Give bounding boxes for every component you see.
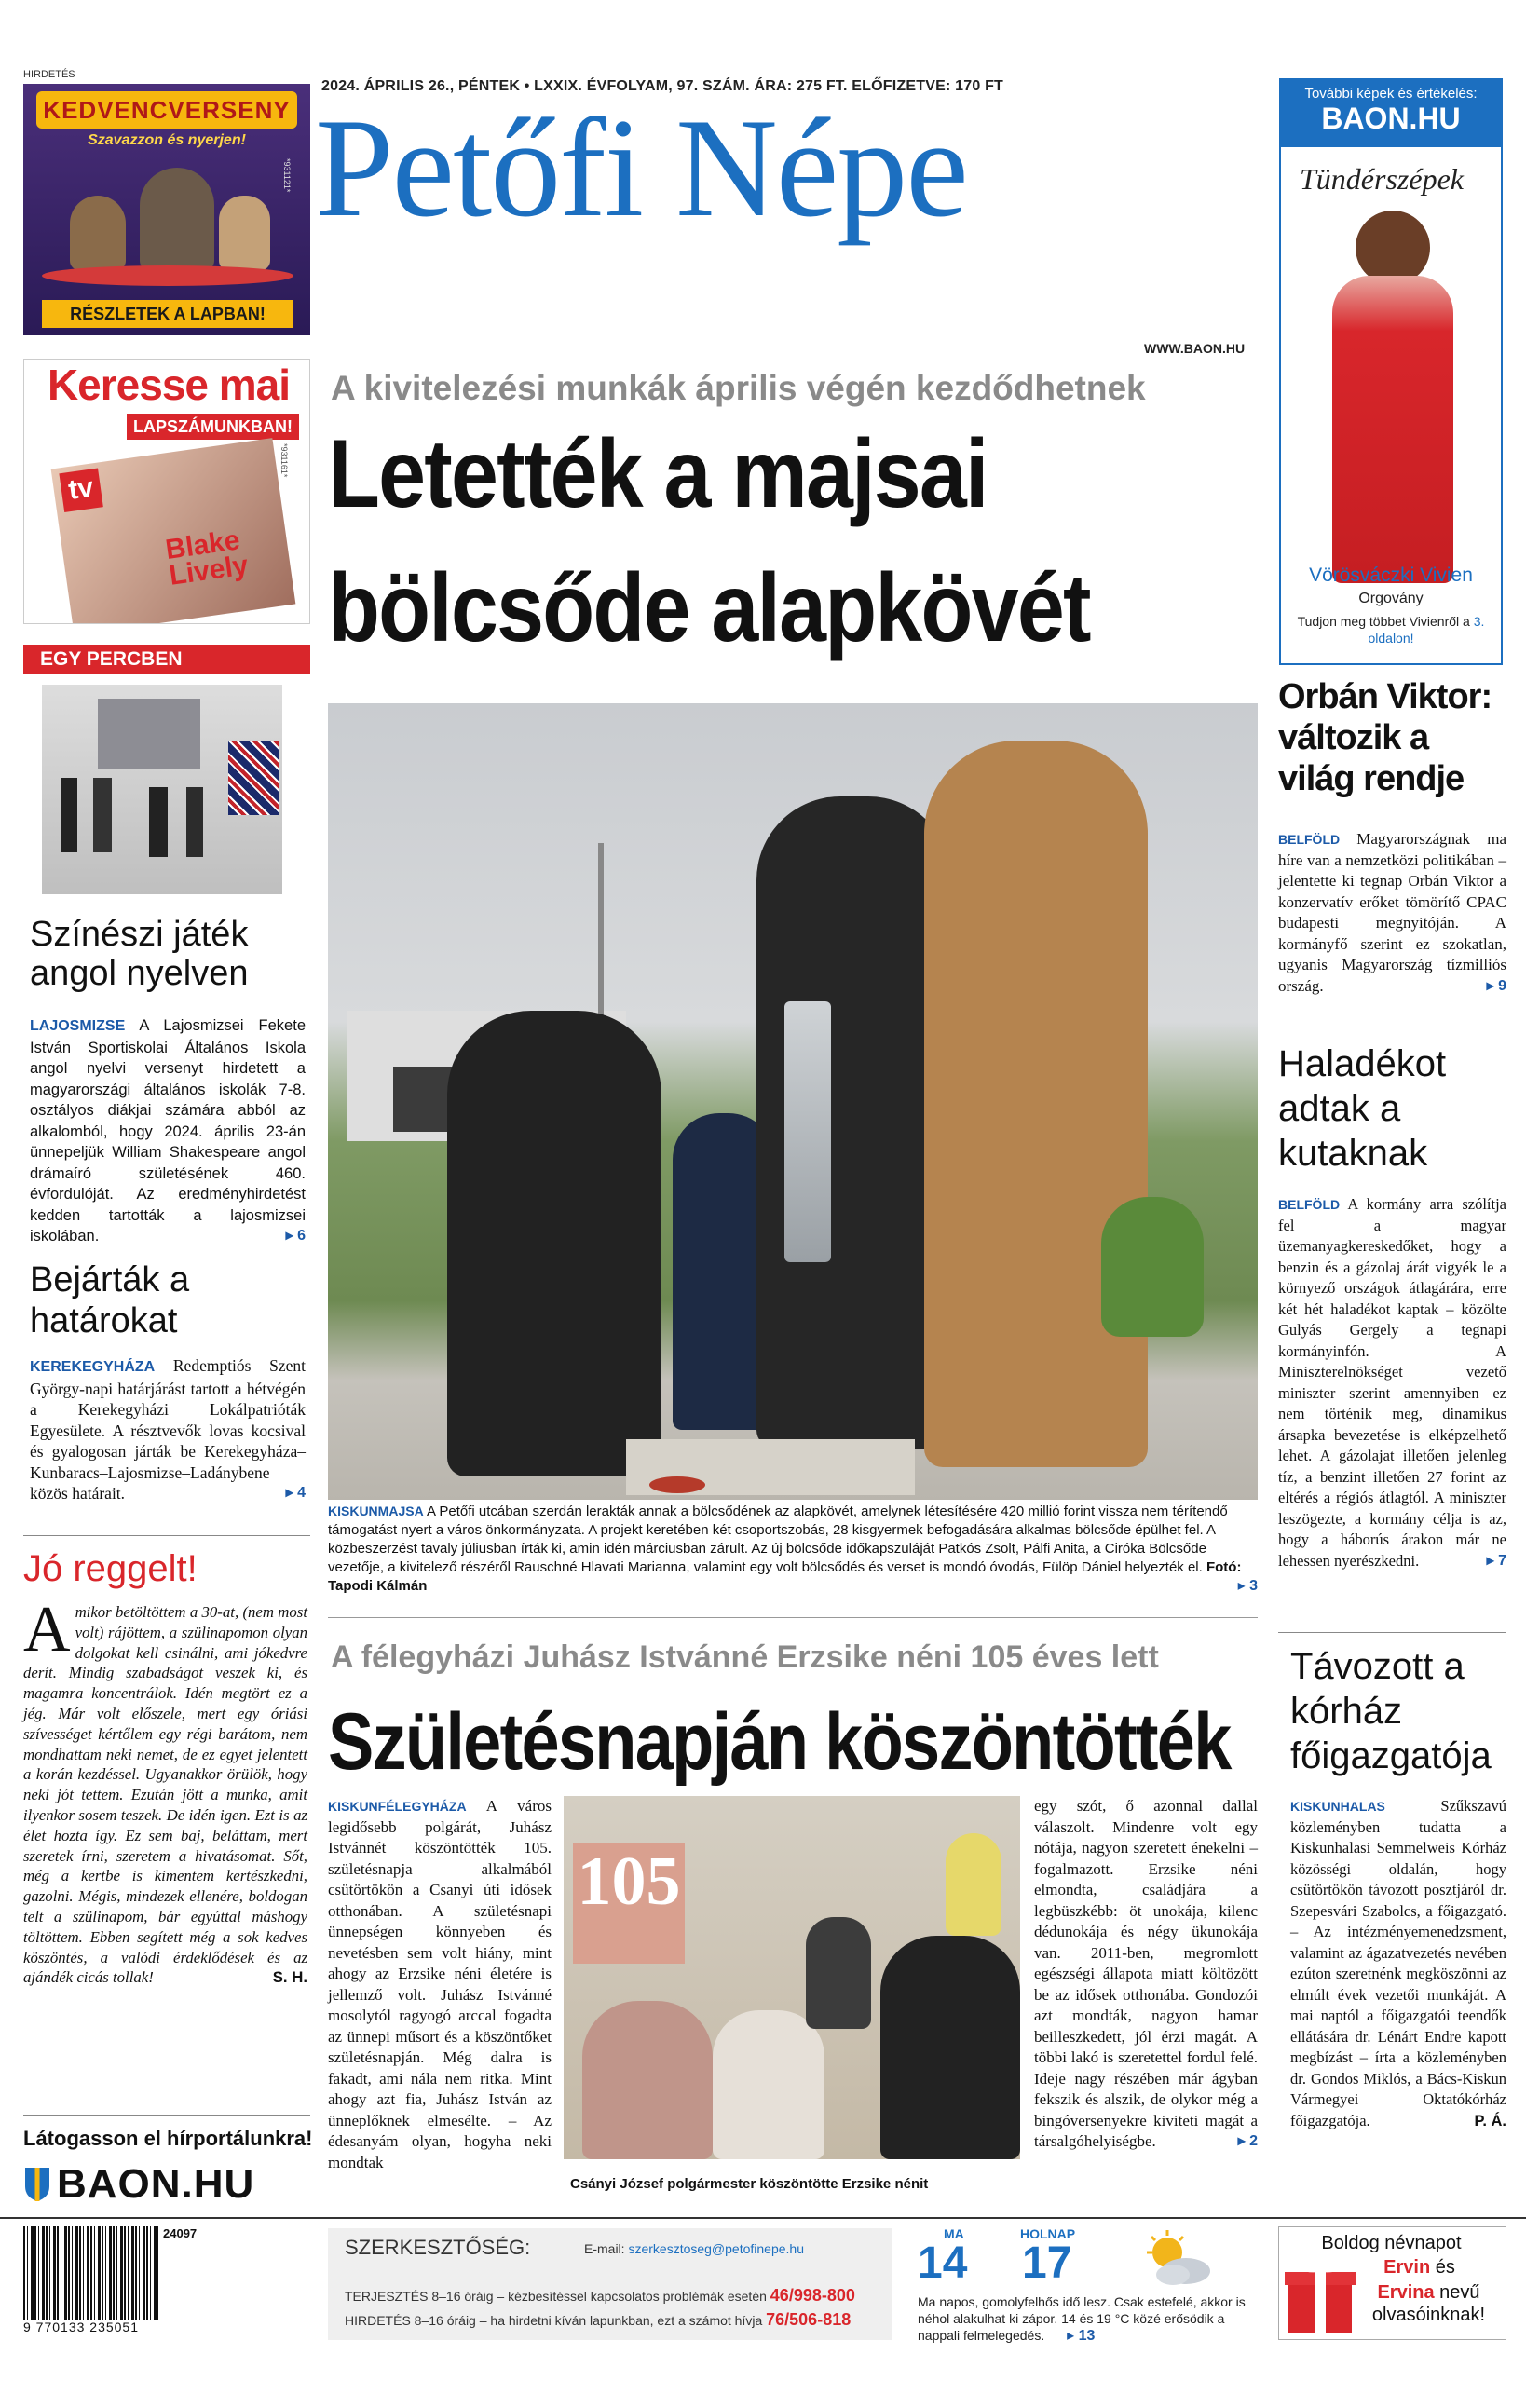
barcode-bars xyxy=(23,2226,158,2320)
promo-cta-button[interactable]: RÉSZLETEK A LAPBAN! xyxy=(42,300,293,328)
percben-place-1: LAJOSMIZSE xyxy=(30,1018,126,1034)
main-headline-2[interactable]: bölcsőde alapkövét xyxy=(328,554,1090,662)
ads-text: HIRDETÉS 8–16 óráig – ha hirdetni kíván lapunkban, ezt a számot hívja xyxy=(345,2313,763,2328)
dog-figure xyxy=(140,168,214,270)
main-headline-1[interactable]: Letették a majsai xyxy=(328,420,988,528)
nameday-greeting: Boldog névnapot xyxy=(1321,2233,1462,2253)
right-page-ref-2[interactable]: ▸ 7 xyxy=(1486,1552,1506,1569)
nameday-names-line xyxy=(1335,2257,1504,2279)
footer-top-rule xyxy=(0,2217,1526,2219)
caption-text: A Petőfi utcában szerdán lerakták annak a bölcsődének az alapkövét, amelynek létesítésére 420 millió forint vissza nem térítendő támogatást nyert a város önkormányzata. A projekt keretében két csoportszobás, 28 kisgyermek befogadására alkalmas bölcsőde épülhet fel. A közbeszerzést tavaly júliusban írták ki, amin idén márciusban zárult. Az új bölcsőde időkapszuláját Patkós Zsolt, Pálfi Anita, a Cirókа Bölcsőde vezetője, a kivitelező részéről Rauschné Hlavati Marianna, valamint egy volt bölcsődés és verset is mondó óvodás, Fülöp Dániel helyezték el. xyxy=(328,1503,1228,1575)
date-line: 2024. ÁPRILIS 26., PÉNTEK • LXXIX. ÉVFOLYAM, 97. SZÁM. ÁRA: 275 FT. ELŐFIZETVE: 170 FT xyxy=(321,78,1004,94)
right-headline-3[interactable]: Távozott a kórház főigazgatója xyxy=(1290,1646,1492,1776)
percben-text-1: A Lajosmizsei Fekete István Sportiskolai Általános Iskola angol nyelvi versenyt hirdetett a magyarországi általános iskolák 7-8. osztályos diákjai számára abból az alkalomból, hogy 2024. április 23-án ünnepeljük William Shakespeare angol drámaíró születésének 460. évfordulóját. Az eredményhirdetést kedden tartották a lajosmizsei iskolában. xyxy=(30,1017,306,1245)
distribution-text: TERJESZTÉS 8–16 óráig – kézbesítéssel kapcsolatos problémák esetén xyxy=(345,2289,767,2304)
right-story-3 xyxy=(1290,1796,1506,2131)
weather-today-label: MA xyxy=(944,2226,964,2241)
right-divider-2 xyxy=(1278,1632,1506,1633)
email-label: E-mail: xyxy=(584,2241,625,2256)
second-text-left xyxy=(328,1796,552,2173)
percben-photo xyxy=(42,685,282,894)
percben-headline-1[interactable]: Színészi játék angol nyelven xyxy=(30,915,249,993)
nameday-name-1: Ervin xyxy=(1383,2257,1431,2278)
barcode-digits: 9 770133 235051 xyxy=(23,2320,139,2334)
email-line xyxy=(584,2241,804,2256)
percben-place-2: KEREKEGYHÁZA xyxy=(30,1359,156,1375)
right-text-3: Szűkszavú közleményben tudatta a Kiskunhalasi Semmelweis Kórház közösségi oldalán, hogy csütörtökön távozott posztjáról dr. Szepesvári Szabolcs, a főigazgató. – Az intézményemenedzsment, valamint az ágazatvezetés nevében ezúton szeretnénk megköszönni az elmúlt évek vezetői munkáját. A mai naptól a főigazgatói teendők ellátására dr. Lénárt Endre kapott megbízást – írta a közleményben dr. Gondos Miklós, a Bács-Kiskun Vármegyei Oktatókórház főigazgatója. xyxy=(1290,1797,1506,2129)
second-kicker: A félegyházi Juhász Istvánné Erzsike néni 105 éves lett xyxy=(331,1639,1159,1675)
jo-reggelt-signature: S. H. xyxy=(272,1968,307,1987)
nameday-name-2: Ervina xyxy=(1377,2282,1435,2303)
main-kicker: A kivitelezési munkák április végén kezdődhetnek xyxy=(331,369,1146,407)
person-woman-right xyxy=(924,741,1148,1467)
nameday-box xyxy=(1278,2226,1506,2340)
mayor xyxy=(880,1936,1020,2159)
nameday-and: és xyxy=(1435,2257,1455,2278)
main-photo xyxy=(328,703,1258,1500)
photo-credit: Fotó: Tapodi Kálmán xyxy=(328,1559,1242,1594)
visit-portal-text: Látogasson el hírportálunkra! xyxy=(23,2127,313,2150)
egy-percben-label: EGY PERCBEN xyxy=(23,645,310,674)
rabbit-figure xyxy=(70,196,126,270)
right-text-1: Magyarországnak ma híre van a nemzetközi politikában – jelentette ki tegnap Orbán Viktor a konzervatív erőket tömörítő CPAC budapesti megnyitóján. A kormányfő szerint ez szokatlan, ugyanis Magyarország tízmilliós ország. xyxy=(1278,830,1506,995)
ads-line xyxy=(345,2310,851,2330)
student-4 xyxy=(186,787,203,857)
percben-ref-num-1: 6 xyxy=(297,1228,306,1244)
person-woman-left xyxy=(447,1011,661,1476)
note-text: Tudjon meg többet Vivienről a xyxy=(1297,614,1470,629)
promo-keresse-mai[interactable] xyxy=(23,359,310,624)
cat-figure xyxy=(219,196,270,270)
time-capsule xyxy=(784,1001,831,1262)
distribution-line xyxy=(345,2286,855,2306)
left-divider-2 xyxy=(23,2115,310,2116)
woman-background xyxy=(946,1833,1001,1936)
right-place-3: KISKUNHALAS xyxy=(1290,1799,1385,1814)
editorial-label: SZERKESZTŐSÉG: xyxy=(345,2236,531,2259)
weather-box xyxy=(918,2226,1262,2343)
tv-logo: tv xyxy=(59,469,102,512)
model-name: Vörösváczki Vivien xyxy=(1309,565,1473,586)
left-divider xyxy=(23,1535,310,1536)
main-page-ref[interactable]: ▸ 3 xyxy=(1237,1578,1258,1594)
percben-page-ref-2[interactable]: ▸ 4 xyxy=(285,1485,306,1501)
ad-label: HIRDETÉS xyxy=(23,69,75,80)
weather-ref-num: 13 xyxy=(1078,2328,1096,2344)
model-figure xyxy=(1332,276,1453,583)
right-place-2: BELFÖLD xyxy=(1278,1197,1341,1212)
promo2-title: Keresse mai xyxy=(47,361,291,409)
promo-right-header xyxy=(1281,80,1501,147)
percben-story-1 xyxy=(30,1015,306,1247)
nameday-suffix: nevű olvasóinknak! xyxy=(1371,2282,1486,2325)
weather-page-ref[interactable]: ▸ 13 xyxy=(1067,2328,1096,2344)
weather-today-temp: 14 xyxy=(918,2238,968,2288)
magazine-headline: Blake Lively xyxy=(163,524,251,592)
weather-forecast: Ma napos, gomolyfelhős idő lesz. Csak estefelé, akkor is néhol alakulhat ki zápor. 14 és 19 °C közé erősödik a nappali felmelegedés. xyxy=(918,2294,1246,2343)
caption-place: KISKUNMAJSA xyxy=(328,1503,424,1518)
main-caption xyxy=(328,1502,1258,1596)
promo-right-header-text: További képek és értékelés: xyxy=(1304,86,1478,102)
baon-shield-icon xyxy=(23,2166,51,2203)
student-2 xyxy=(93,778,112,852)
percben-headline-2[interactable]: Bejárták a határokat xyxy=(30,1260,190,1340)
weather-text xyxy=(918,2293,1258,2345)
weather-tomorrow-temp: 17 xyxy=(1022,2238,1072,2288)
promo-subtitle: Szavazzon és nyerjen! xyxy=(88,132,246,148)
promo2-subtitle: LAPSZÁMUNKBAN! xyxy=(127,414,299,440)
student-1 xyxy=(61,778,77,852)
second-photo xyxy=(564,1796,1020,2159)
partly-cloudy-icon xyxy=(1139,2228,1214,2290)
right-ref-num-1: 9 xyxy=(1498,977,1506,994)
promo-right-note xyxy=(1290,613,1492,646)
barcode-number: 24097 xyxy=(163,2226,198,2240)
jo-reggelt-title: Jó reggelt! xyxy=(23,1548,198,1589)
visit-portal-site: BAON.HU xyxy=(57,2161,255,2207)
percben-page-ref-1[interactable]: ▸ 6 xyxy=(285,1228,306,1244)
woman-left xyxy=(582,2001,713,2159)
right-ref-num-2: 7 xyxy=(1498,1552,1506,1569)
jo-reggelt-text xyxy=(23,1594,307,1988)
promo-right-site: BAON.HU xyxy=(1321,102,1461,135)
percben-story-2 xyxy=(30,1355,306,1504)
promo-tunderszepek[interactable] xyxy=(1279,78,1503,665)
second-photo-caption: Csányi József polgármester köszöntötte Erzsike nénit xyxy=(570,2176,929,2192)
man-background xyxy=(806,1917,871,2029)
promo2-code: *931161* xyxy=(279,443,289,478)
divider xyxy=(328,1617,1258,1618)
barcode xyxy=(23,2226,200,2338)
podium xyxy=(42,265,293,286)
percben-text-2: Redemptiós Szent György-napi határjárást tartott a hétvégén a Kerekegyházi Lokálpatrióták Egyesülete. A résztvevők lovas kocsival és gyalogosan járták be Kerekegyháza–Kunbaracs–Lajosmizse–Ladánybene közös határait. xyxy=(30,1356,306,1503)
plant xyxy=(1101,1197,1204,1337)
promo-right-script-title: Tündérszépek xyxy=(1300,162,1464,196)
cap-disc xyxy=(649,1476,705,1493)
percben-ref-num-2: 4 xyxy=(297,1485,306,1501)
second-body-right: egy szót, ő azonnal dallal válaszolt. Mindenre volt egy nótája, nagyon szeretett énekelni – fogalmazott. Erzsike néni elmondta, családjára a legbüszkébb: öt unokája, kilenc dédunokája és négy ükunokája van. 2011-ben, megromlott egészségi állapota miatt költözött be az idősek otthonába. Gondozói azt mondták, nagyon hamar beilleszkedett, jól érzi magát. A többi lakó is szeretettel fordul felé. Ideje nagy részében már ágyban fekszik és alszik, de olykor még a bingóversenyekre kiviteti magát a társalgóhelyiségbe. xyxy=(1034,1797,1258,2150)
drop-cap: A xyxy=(23,1594,71,1666)
promo-title: KEDVENCVERSENY xyxy=(36,91,297,129)
right-signature-3: P. Á. xyxy=(1474,2112,1506,2129)
nameday-names-line-2 xyxy=(1354,2281,1504,2326)
right-story-2 xyxy=(1278,1194,1506,1571)
magazine-cover xyxy=(51,438,296,624)
editorial-box xyxy=(328,2228,892,2340)
uk-flag xyxy=(228,741,279,815)
model-place: Orgovány xyxy=(1358,591,1424,606)
weather-tomorrow-label: HOLNAP xyxy=(1020,2226,1076,2241)
promo-kedvencverseny[interactable] xyxy=(23,84,310,335)
screen xyxy=(98,699,200,769)
distribution-phone[interactable]: 46/998-800 xyxy=(770,2286,855,2305)
erzsike-neni xyxy=(713,2010,824,2159)
second-ref-num: 2 xyxy=(1249,2133,1258,2149)
right-text-2: A kormány arra szólítja fel a magyar üzemanyagkereskedőket, hogy a benzin és a gázolaj árát vigyék le a környező országok átlagárára, erre két hét haladékot kaptak – közölte Gulyás Gergely a tegnapi kormányinfón. A Miniszterelnökséget vezető miniszter szerint amennyiben ez nem történik meg, dinamikus ársapka bevezetése is elképzelhető lehet. A gázolajat illetően jelenleg tíz, a benzint illetően 27 forint az eltérés a régiós átlagtól. A miniszter leszögezte, a kormány célja is az, hogy a háborús árakon már ne lehessen nyerészkedni. xyxy=(1278,1195,1507,1570)
student-3 xyxy=(149,787,168,857)
newspaper-title[interactable]: Petőfi Népe xyxy=(315,89,967,246)
ads-phone[interactable]: 76/506-818 xyxy=(766,2310,852,2329)
promo-code: *931121* xyxy=(282,158,292,193)
second-headline[interactable]: Születésnapján köszöntötték xyxy=(328,1697,1231,1787)
right-place-1: BELFÖLD xyxy=(1278,832,1341,847)
website-url[interactable]: WWW.BAON.HU xyxy=(1144,341,1246,356)
second-page-ref[interactable]: ▸ 2 xyxy=(1237,2133,1258,2149)
jo-reggelt-body: mikor betöltöttem a 30-at, (nem most volt) rájöttem, a szülinapomon olyan dolgokat kell csinálni, ami jókedvre derít. Mindig szabadságot veszek ki, és magamra koncentrálok. Idén megtört ez a jég. Már volt előszele, mert egy óriási szívességet kértőlem egy régi barátom, nem mondhattam neki nemet, de ez egyet jelentett a korán kezdéssel. Ugyanakkor örülök, hogy neki jót tettem. Ezután jött a munka, amit ilyenkor sosem teszek. De idén igen. Ezt is az élet hozta így. Ez sem baj, beláttam, mert szeretek írni, szeretem a hivatásomat. Sőt, még a kertbe is kimentem kertészkedni, gazolni. Mégis, mindezek ellenére, boldogan telt a szülinapom, bár egyúttal máshogy töltöttem. Ebben segített még a sok kedves köszöntés, a valódi érdeklődések és az ajándék cicás tollak! xyxy=(23,1603,307,1987)
right-page-ref-1[interactable]: ▸ 9 xyxy=(1486,977,1506,994)
second-body-left: A város legidősebb polgárát, Juhász Istvánnét köszöntötték 105. születésnapja alkalmából csütörtökön a Csanyi úti idősek otthonában. A születésnapi ünnepségen könnyeben és nevetésben sem volt hiány, mint ahogy az Erzsike néni életére is jellemző volt. Juhász Istvánné mosolytól ragyogó arccal fogadta az ünnepi műsort és a köszöntőket születésnapján. Még dalra is fakadt, ami nála nem ritka. Mint ahogy azt fia, Juhász István az ünneplőknek elmesélte. – Az édesanyám olyan, hogyha neki mondtak xyxy=(328,1797,552,2171)
right-story-1 xyxy=(1278,829,1506,997)
main-page-ref-num: 3 xyxy=(1249,1578,1258,1594)
note-link[interactable]: 3. oldalon! xyxy=(1368,614,1485,646)
cake-number: 105 xyxy=(577,1843,681,1920)
second-place: KISKUNFÉLEGYHÁZA xyxy=(328,1799,467,1814)
visit-portal-link[interactable] xyxy=(23,2161,254,2208)
right-headline-2[interactable]: Haladékot adtak a kutaknak xyxy=(1278,1043,1447,1174)
second-text-right xyxy=(1034,1796,1258,2153)
model-head xyxy=(1356,211,1430,285)
email-link[interactable]: szerkesztoseg@petofinepe.hu xyxy=(628,2241,805,2256)
right-headline-1[interactable]: Orbán Viktor: változik a világ rendje xyxy=(1278,677,1492,798)
